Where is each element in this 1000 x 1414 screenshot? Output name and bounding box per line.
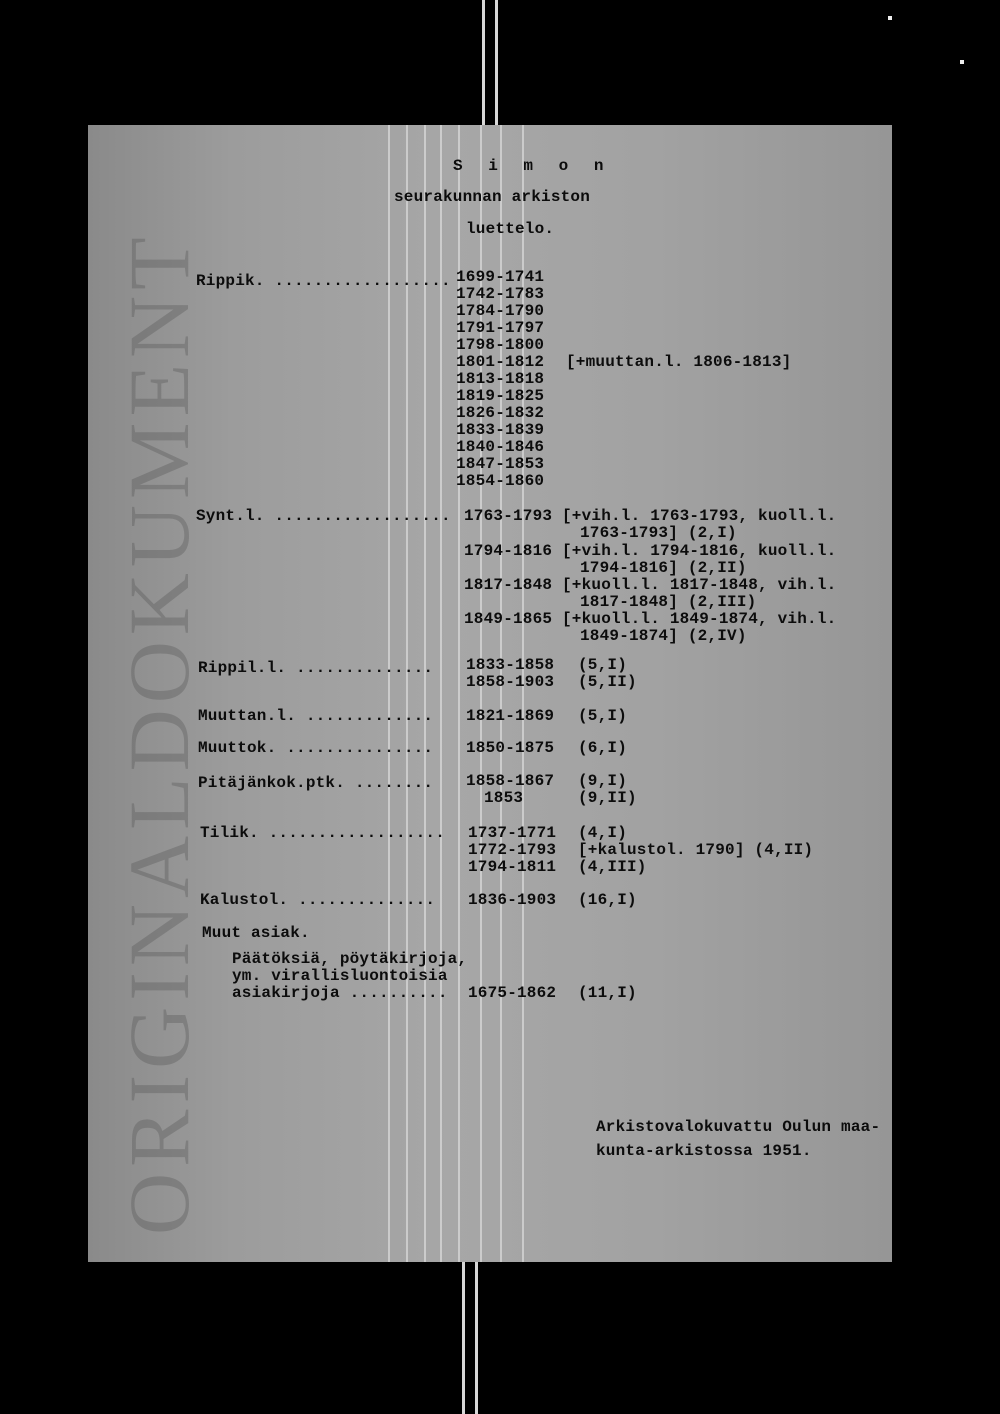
synt-note: [+kuoll.l. 1817-1848, vih.l. (562, 576, 837, 594)
rippik-label: Rippik. .................. (196, 272, 451, 290)
tilik-years: 1794-1811 (468, 858, 557, 876)
synt-years: 1763-1793 (464, 507, 553, 525)
rippik-year: 1798-1800 (456, 336, 545, 354)
synt-note: [+vih.l. 1794-1816, kuoll.l. (562, 542, 837, 560)
rippik-year: 1840-1846 (456, 438, 545, 456)
rippil-label: Rippil.l. .............. (198, 659, 434, 677)
muut-label: Muut asiak. (202, 924, 310, 942)
synt-note: 1849-1874] (2,IV) (580, 627, 747, 645)
synt-note: 1763-1793] (2,I) (580, 524, 737, 542)
synt-years: 1817-1848 (464, 576, 553, 594)
rippik-year: 1826-1832 (456, 404, 545, 422)
film-line (462, 1262, 465, 1414)
muuttan-years: 1821-1869 (466, 707, 555, 725)
film-speck (960, 60, 964, 64)
pitajankok-label: Pitäjänkok.ptk. ........ (198, 774, 434, 792)
tilik-label: Tilik. .................. (200, 824, 446, 842)
muuttok-label: Muuttok. ............... (198, 739, 434, 757)
film-line (475, 1262, 478, 1414)
muut-line: ym. virallisluontoisia (232, 967, 448, 985)
synt-note: [+vih.l. 1763-1793, kuoll.l. (562, 507, 837, 525)
rippik-note: [+muuttan.l. 1806-1813] (566, 353, 792, 371)
muut-line: asiakirjoja .......... (232, 984, 448, 1002)
kalustol-label: Kalustol. .............. (200, 891, 436, 909)
kalustol-years: 1836-1903 (468, 891, 557, 909)
page-subtitle: seurakunnan arkiston (394, 188, 591, 206)
film-line (495, 0, 498, 125)
rippik-year: 1791-1797 (456, 319, 545, 337)
synt-note: 1794-1816] (2,II) (580, 559, 747, 577)
synt-note: 1817-1848] (2,III) (580, 593, 757, 611)
archive-note: kunta-arkistossa 1951. (596, 1142, 812, 1160)
muuttok-ref: (6,I) (578, 739, 628, 757)
synt-note: [+kuoll.l. 1849-1874, vih.l. (562, 610, 837, 628)
muut-ref: (11,I) (578, 984, 637, 1002)
scan-streak (440, 125, 442, 1262)
pitajankok-years: 1858-1867 (466, 772, 555, 790)
kalustol-ref: (16,I) (578, 891, 637, 909)
muuttan-ref: (5,I) (578, 707, 628, 725)
scan-streak (388, 125, 390, 1262)
pitajankok-ref: (9,I) (578, 772, 628, 790)
rippil-years: 1833-1858 (466, 656, 555, 674)
rippil-ref: (5,I) (578, 656, 628, 674)
scan-streak (406, 125, 408, 1262)
rippik-year: 1742-1783 (456, 285, 545, 303)
film-speck (888, 16, 892, 20)
document-page (88, 125, 892, 1262)
tilik-years: 1737-1771 (468, 824, 557, 842)
muuttok-years: 1850-1875 (466, 739, 555, 757)
film-line (482, 0, 485, 125)
rippik-year: 1847-1853 (456, 455, 545, 473)
synt-label: Synt.l. .................. (196, 507, 451, 525)
rippik-year: 1819-1825 (456, 387, 545, 405)
pitajankok-years: 1853 (484, 789, 524, 807)
tilik-ref: [+kalustol. 1790] (4,II) (578, 841, 814, 859)
pitajankok-ref: (9,II) (578, 789, 637, 807)
muuttan-label: Muuttan.l. ............. (198, 707, 434, 725)
rippik-year: 1801-1812 (456, 353, 545, 371)
rippil-years: 1858-1903 (466, 673, 555, 691)
muut-years: 1675-1862 (468, 984, 557, 1002)
tilik-ref: (4,III) (578, 858, 647, 876)
synt-years: 1849-1865 (464, 610, 553, 628)
scan-streak (424, 125, 426, 1262)
page-subtitle-2: luettelo. (466, 220, 555, 238)
synt-years: 1794-1816 (464, 542, 553, 560)
rippik-year: 1813-1818 (456, 370, 545, 388)
archive-note: Arkistovalokuvattu Oulun maa- (596, 1118, 881, 1136)
tilik-years: 1772-1793 (468, 841, 557, 859)
rippik-year: 1699-1741 (456, 268, 545, 286)
watermark-stamp: ORIGINALDOKUMENT (111, 231, 207, 1235)
tilik-ref: (4,I) (578, 824, 628, 842)
rippik-year: 1833-1839 (456, 421, 545, 439)
rippil-ref: (5,II) (578, 673, 637, 691)
rippik-year: 1784-1790 (456, 302, 545, 320)
page-title: S i m o n (453, 157, 612, 175)
muut-line: Päätöksiä, pöytäkirjoja, (232, 950, 468, 968)
rippik-year: 1854-1860 (456, 472, 545, 490)
